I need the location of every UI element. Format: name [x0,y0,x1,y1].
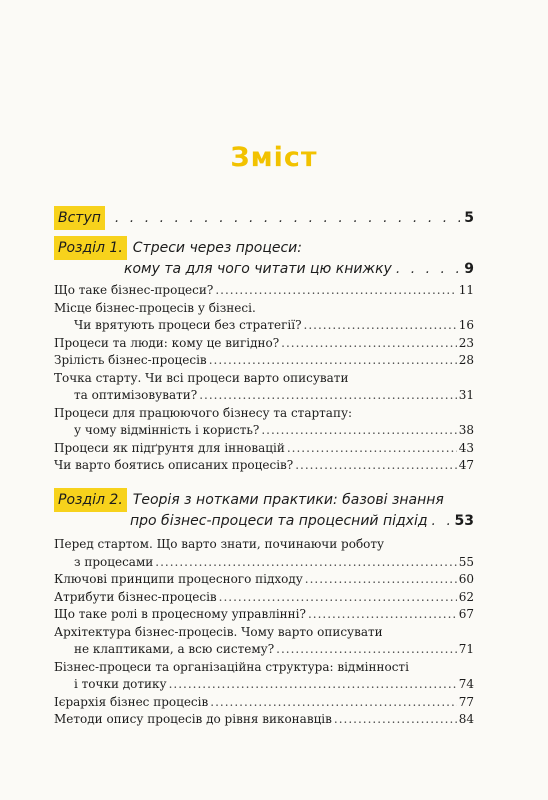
entry-page: 47 [458,458,474,472]
part1-title-line1: Стреси через процеси: [132,240,302,256]
leader-dots [209,352,457,370]
toc-entry [54,457,474,475]
entry-title: Точка старту. Чи всі процеси варто описувати [54,370,349,385]
entry-title: Процеси як підґрунтя для інновацій [54,440,285,455]
toc-entry [54,624,474,659]
entry-page: 31 [458,388,474,402]
toc-entry [54,300,474,335]
leader-dots [295,457,456,475]
toc-part1 [54,236,474,280]
leader-dots [261,422,456,440]
leader-dots [304,317,457,335]
leader-dots [281,335,457,353]
entry-title: Атрибути бізнес-процесів [54,589,217,604]
entry-title: Ієрархія бізнес процесів [54,694,209,709]
entry-page: 74 [458,677,474,691]
leader-dots [334,711,457,729]
leader-dots [199,387,457,405]
entry-page: 67 [458,607,474,621]
leader-dots [215,282,456,300]
entry-page: 62 [458,589,474,604]
page-title: Зміст [230,142,318,173]
toc-entry [54,571,474,589]
toc-entry [54,659,474,694]
entry-title: Процеси та люди: кому це вигідно? [54,335,280,350]
toc-entry [54,440,474,458]
toc-entry [54,405,474,440]
entry-page: 60 [458,572,474,586]
entry-title: Процеси для працюючого бізнесу та стартапу: [54,405,353,420]
entry-title: Ключові принципи процесного підходу [54,572,303,586]
toc-entry [54,606,474,624]
leader-dots [219,589,457,607]
entry-page: 11 [458,283,474,297]
leader-dots [115,207,460,229]
entry-title: Бізнес-процеси та організаційна структура: відмінності [54,659,409,674]
leader-dots [276,641,457,659]
entry-title: Що таке ролі в процесному управлінні? [54,607,306,621]
entry-title: Місце бізнес-процесів у бізнесі. [54,300,256,315]
entry-page: 71 [458,642,474,656]
part1-page: 9 [464,261,474,277]
part2-page: 53 [454,513,474,529]
toc-entry [54,352,474,370]
part2-title-line1: Теорія з нотками практики: базові знання [132,492,444,508]
entry-page: 38 [458,423,474,437]
part2-label: Розділ 2. [54,488,127,512]
entry-title-cont: Чи врятують процеси без стратегії? [74,318,302,332]
part1-title-line2: кому та для чого читати цю книжку [124,261,392,277]
toc-entry [54,370,474,405]
entry-page: 84 [458,712,474,726]
entry-title-cont: не клаптиками, а всю систему? [74,642,275,656]
intro-page: 5 [464,210,474,226]
toc-part2 [54,488,474,532]
toc-entry [54,694,474,712]
entry-title-cont: з процесами [74,554,154,569]
entry-title: Чи варто боятись описаних процесів? [54,458,294,472]
entry-title-cont: і точки дотику [74,677,167,691]
toc-intro [54,206,474,228]
toc-entry [54,589,474,607]
leader-dots [396,258,460,280]
entry-page: 43 [458,440,474,455]
leader-dots [155,554,456,572]
toc-entry [54,711,474,729]
leader-dots [287,440,457,458]
toc-entry [54,335,474,353]
entry-page: 55 [458,554,474,569]
intro-label: Вступ [54,206,105,230]
entry-title-cont: у чому відмінність і користь? [74,423,260,437]
entry-page: 23 [458,335,474,350]
leader-dots [305,571,457,589]
leader-dots [210,694,456,712]
part1-entries [54,282,474,475]
leader-dots [308,606,457,624]
entry-page: 16 [458,318,474,332]
toc-entry [54,282,474,300]
entry-title: Методи опису процесів до рівня виконавців [54,712,332,726]
entry-page: 77 [458,694,474,709]
entry-title: Архітектура бізнес-процесів. Чому варто описувати [54,624,383,639]
part2-title-line2: про бізнес-процеси та процесний підхід [130,513,428,529]
entry-title: Перед стартом. Що варто знати, починаючи роботу [54,537,385,551]
entry-title: Що таке бізнес-процеси? [54,283,214,297]
entry-title: Зрілість бізнес-процесів [54,353,207,367]
toc-entry [54,536,474,571]
entry-page: 28 [458,353,474,367]
entry-title-cont: та оптимізовувати? [74,388,198,402]
part2-entries [54,536,474,729]
part1-label: Розділ 1. [54,236,127,260]
leader-dots [432,510,451,532]
leader-dots [169,676,457,694]
